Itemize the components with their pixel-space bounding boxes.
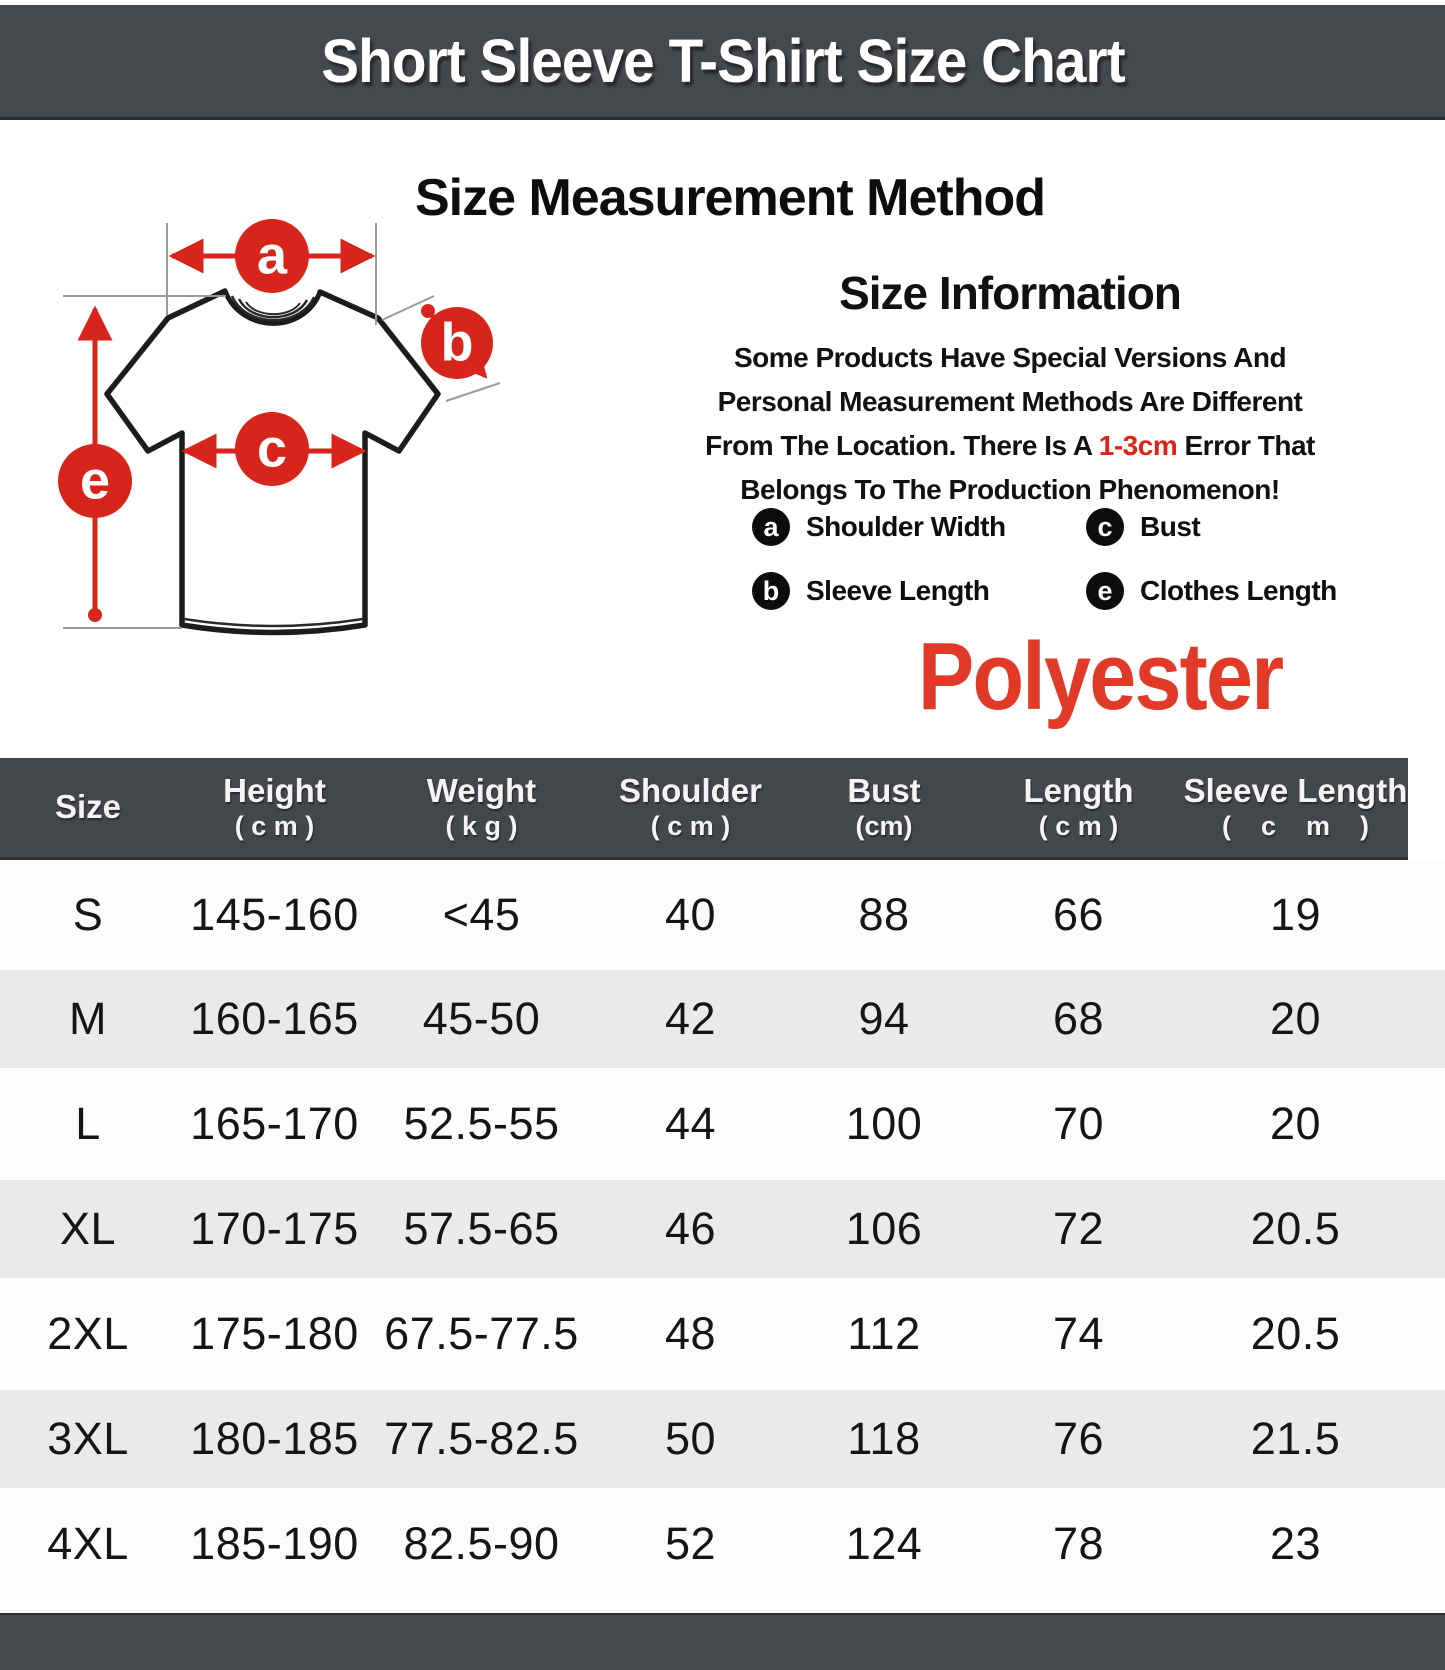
point-c-label: c	[256, 418, 288, 479]
point-a-label: a	[256, 225, 288, 286]
measurement-legend	[752, 508, 1372, 610]
legend-item-sleeve-length: b Sleeve Length	[752, 572, 1086, 610]
cell-height: 185-190	[190, 1518, 359, 1569]
cell-size: S	[72, 888, 104, 940]
info-line-1: Some Products Have Special Versions And	[733, 342, 1287, 373]
cell-shoulder: 40	[664, 888, 717, 940]
cell-shoulder: 42	[664, 993, 717, 1044]
cell-length: 72	[1052, 1203, 1105, 1254]
page-title: Short Sleeve T-Shirt Size Chart	[320, 27, 1125, 95]
table-row-3xl	[0, 1390, 1445, 1488]
cell-sleeve: 19	[1269, 888, 1322, 940]
table-row-s	[0, 858, 1445, 970]
cell-length: 68	[1052, 993, 1105, 1044]
cell-size: 3XL	[47, 1413, 129, 1464]
cell-sleeve: 20	[1269, 1098, 1322, 1149]
table-row-l	[0, 1068, 1445, 1180]
cell-size: L	[75, 1098, 101, 1149]
cell-length: 76	[1052, 1413, 1105, 1464]
col-header-sleeve-length: Sleeve Length ( c m )	[1180, 758, 1445, 858]
error-range-highlight: 1-3cm	[1098, 430, 1178, 461]
cell-shoulder: 48	[664, 1308, 717, 1359]
cell-bust: 118	[847, 1413, 921, 1464]
cell-weight: <45	[442, 888, 521, 940]
cell-height: 165-170	[190, 1098, 359, 1149]
cell-weight: 77.5-82.5	[384, 1413, 579, 1464]
table-row-m	[0, 970, 1445, 1068]
legend-b-icon: b	[752, 572, 790, 610]
col-header-shoulder: Shoulder ( c m )	[590, 758, 791, 858]
cell-length: 74	[1052, 1308, 1105, 1359]
cell-bust: 106	[845, 1203, 923, 1254]
legend-item-shoulder-width: a Shoulder Width	[752, 508, 1086, 546]
info-line-4: Belongs To The Production Phenomenon!	[740, 474, 1280, 505]
title-bar	[0, 5, 1445, 120]
cell-length: 66	[1052, 888, 1105, 940]
size-table	[0, 758, 1445, 1600]
legend-item-bust: c Bust	[1086, 508, 1372, 546]
cell-bust: 94	[858, 993, 910, 1044]
cell-height: 145-160	[190, 888, 359, 940]
table-row-xl	[0, 1180, 1445, 1278]
cell-sleeve: 20	[1269, 993, 1322, 1044]
cell-length: 70	[1052, 1098, 1105, 1149]
cell-bust: 124	[845, 1518, 923, 1569]
col-header-weight: Weight ( k g )	[373, 758, 590, 858]
cell-weight: 52.5-55	[403, 1098, 560, 1149]
cell-weight: 57.5-65	[403, 1203, 560, 1254]
col-header-size: Size	[0, 758, 176, 858]
cell-size: 4XL	[47, 1518, 129, 1569]
cell-bust: 88	[858, 888, 910, 940]
cell-height: 180-185	[190, 1413, 359, 1464]
cell-sleeve: 23	[1269, 1518, 1322, 1569]
cell-shoulder: 52	[664, 1518, 717, 1569]
cell-height: 170-175	[190, 1203, 359, 1254]
cell-height: 175-180	[190, 1308, 359, 1359]
cell-weight: 82.5-90	[403, 1518, 560, 1569]
header-right-inset	[1408, 758, 1445, 862]
legend-a-icon: a	[752, 508, 790, 546]
col-header-height: Height ( c m )	[176, 758, 373, 858]
col-header-length: Length ( c m )	[977, 758, 1180, 858]
size-information	[690, 266, 1330, 512]
legend-e-icon: e	[1086, 572, 1124, 610]
cell-height: 160-165	[190, 993, 359, 1044]
cell-sleeve: 20.5	[1250, 1203, 1341, 1254]
cell-bust: 100	[845, 1098, 923, 1149]
cell-sleeve: 21.5	[1250, 1413, 1341, 1464]
cell-shoulder: 44	[664, 1098, 717, 1149]
table-row-2xl	[0, 1278, 1445, 1390]
cell-weight: 67.5-77.5	[384, 1308, 579, 1359]
cell-size: M	[69, 993, 107, 1044]
cell-sleeve: 20.5	[1250, 1308, 1341, 1359]
legend-item-clothes-length: e Clothes Length	[1086, 572, 1372, 610]
table-row-4xl	[0, 1488, 1445, 1600]
bottom-bar	[0, 1613, 1445, 1670]
size-information-heading: Size Information	[839, 267, 1181, 319]
cell-weight: 45-50	[422, 993, 541, 1044]
col-header-bust: Bust (cm)	[791, 758, 977, 858]
table-header-row	[0, 758, 1445, 858]
info-line-2: Personal Measurement Methods Are Different	[717, 386, 1303, 417]
cell-size: XL	[59, 1203, 117, 1254]
tshirt-diagram	[30, 185, 510, 665]
material-label: Polyester	[917, 623, 1283, 730]
cell-shoulder: 50	[664, 1413, 717, 1464]
measurement-method-heading: Size Measurement Method	[414, 169, 1046, 227]
cell-size: 2XL	[47, 1308, 129, 1359]
legend-c-icon: c	[1086, 508, 1124, 546]
point-e-label: e	[79, 450, 111, 511]
cell-length: 78	[1052, 1518, 1105, 1569]
cell-bust: 112	[847, 1308, 921, 1359]
cell-shoulder: 46	[664, 1203, 717, 1254]
point-b-label: b	[440, 312, 474, 373]
info-line-3: From The Location. There Is A 1-3cm Error That	[705, 430, 1315, 461]
